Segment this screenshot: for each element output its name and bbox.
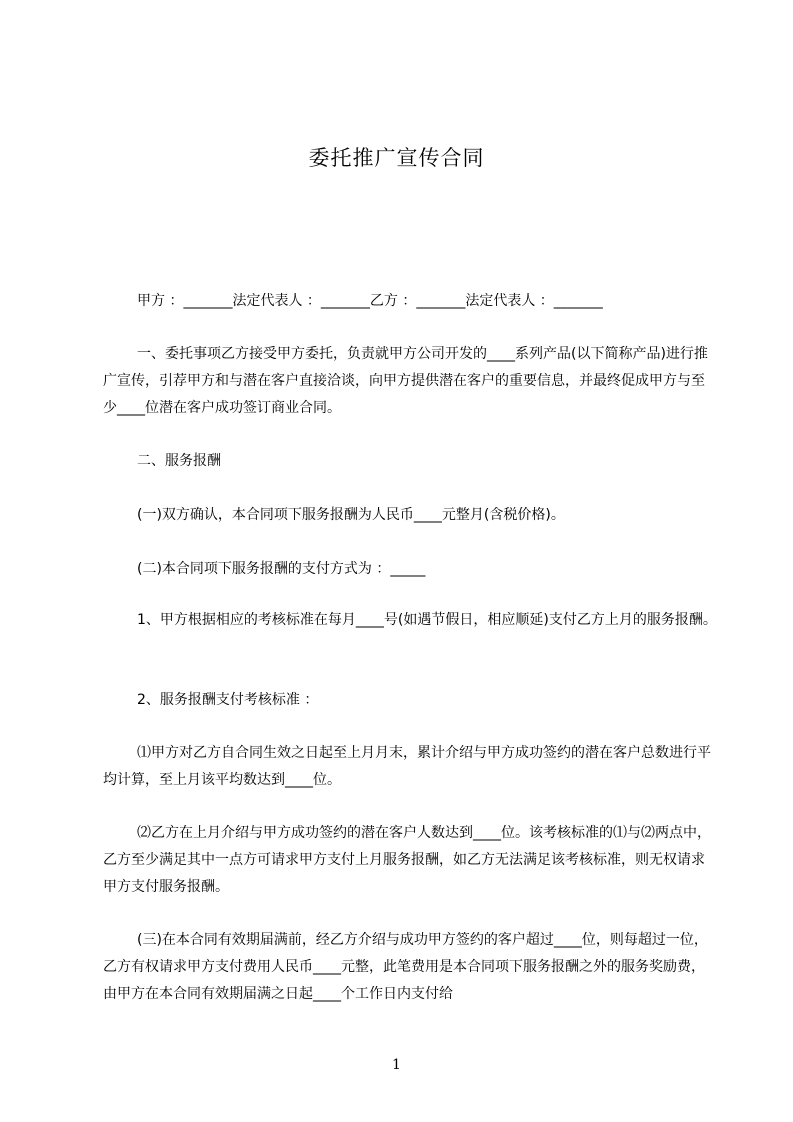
clause-2-3: (三)在本合同有效期届满前，经乙方介绍与成功甲方签约的客户超过____位，则每超过一位，乙方有权请求甲方支付费用人民币____元整，此笔费用是本合同项下服务报酬之外的服务奖励费，由甲方在本合同有效期届满之日起____个工作日内支付给 <box>103 932 708 1002</box>
clause-2-1: (一)双方确认，本合同项下服务报酬为人民币____元整月(含税价格)。 <box>137 507 565 523</box>
page-number: 1 <box>392 1057 401 1073</box>
parties-line: 甲方 ：_______法定代表人 ：_______乙方 ：_______法定代表人 ：_______ <box>137 293 603 309</box>
assessment-criterion-2: ⑵乙方在上月介绍与甲方成功签约的潜在客户人数达到____位。该考核标准的⑴与⑵两点中，乙方至少满足其中一点方可请求甲方支付上月服务报酬，如乙方无法满足该考核标准，则无权请求甲方支付服务报酬。 <box>103 825 711 895</box>
document-title: 委托推广宣传合同 <box>308 146 485 170</box>
clause-2-2: (二)本合同项下服务报酬的支付方式为 ：_____ <box>137 561 426 577</box>
section-2-heading: 二、服务报酬 <box>137 453 221 469</box>
assessment-criterion-1: ⑴甲方对乙方自合同生效之日起至上月月末，累计介绍与甲方成功签约的潜在客户总数进行平均计算，至上月该平均数达到____位。 <box>103 745 711 788</box>
payment-item-2: 2、服务报酬支付考核标准 ： <box>137 692 319 708</box>
payment-item-1: 1、甲方根据相应的考核标准在每月____号(如遇节假日，相应顺延)支付乙方上月的服务报酬。 <box>137 612 717 628</box>
section-1-paragraph: 一、委托事项乙方接受甲方委托，负责就甲方公司开发的____系列产品(以下简称产品)进行推广宣传，引荐甲方和与潜在客户直接洽谈，向甲方提供潜在客户的重要信息，并最终促成甲方与至少____位潜在客户成功签订商业合同。 <box>103 346 708 416</box>
